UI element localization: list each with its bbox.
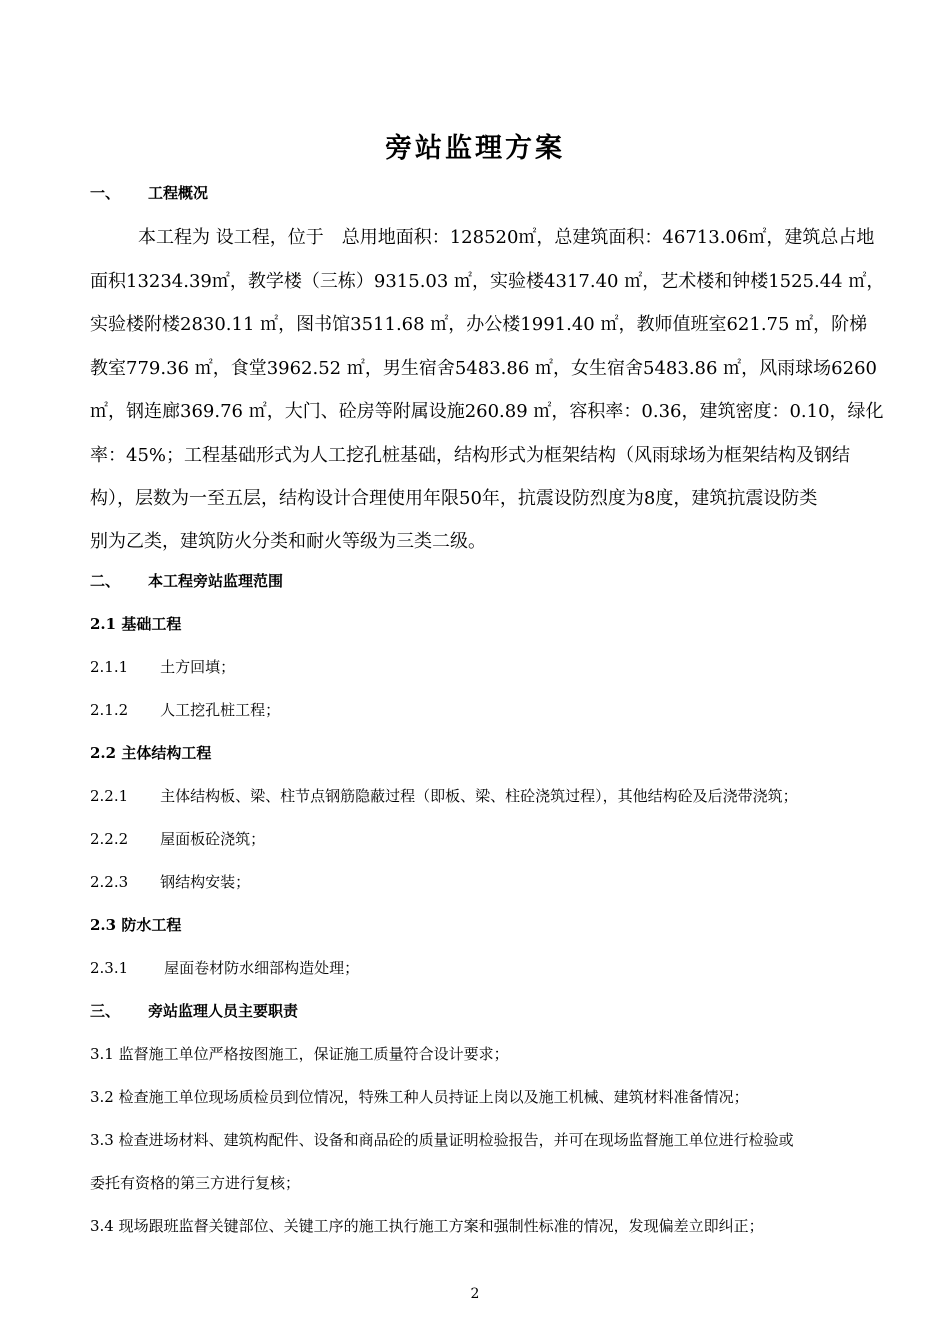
item-text: 土方回填； <box>160 658 236 676</box>
list-item <box>90 871 250 892</box>
section-3-title: 旁站监理人员主要职责 <box>148 1002 299 1020</box>
duty-item-continued: 委托有资格的第三方进行复核； <box>90 1174 301 1192</box>
duty-item: 3.1 监督施工单位严格按图施工，保证施工质量符合设计要求； <box>90 1045 509 1063</box>
item-text: 主体结构板、梁、柱节点钢筋隐蔽过程（即板、梁、柱砼浇筑过程），其他结构砼及后浇带浇筑； <box>160 787 798 805</box>
section-1-number: 一、 <box>90 184 121 202</box>
item-number: 2.2.2 <box>90 830 129 848</box>
page-title: 旁站监理方案 <box>385 133 565 164</box>
overview-line-7: 构），层数为一至五层，结构设计合理使用年限50年，抗震设防烈度为8度，建筑抗震设防类 <box>90 488 818 509</box>
overview-line-1: 本工程为 设工程，位于 总用地面积：128520㎡，总建筑面积：46713.06㎡，建筑总占地 <box>138 227 875 248</box>
subsection-2-3-title: 2.3 防水工程 <box>90 916 182 934</box>
item-text: 屋面板砼浇筑； <box>160 830 266 848</box>
item-number: 2.2.3 <box>90 873 129 891</box>
item-text: 钢结构安装； <box>160 873 251 891</box>
item-text: 屋面卷材防水细部构造处理； <box>164 959 360 977</box>
overview-line-2: 面积13234.39㎡，教学楼（三栋）9315.03 ㎡，实验楼4317.40 ㎡，艺术楼和钟楼1525.44 ㎡， <box>90 271 885 292</box>
item-text: 人工挖孔桩工程； <box>160 701 281 719</box>
section-1-heading <box>90 182 208 203</box>
overview-line-4: 教室779.36 ㎡，食堂3962.52 ㎡，男生宿舍5483.86 ㎡，女生宿舍5483.86 ㎡，风雨球场6260 <box>90 358 877 379</box>
list-item <box>90 656 235 677</box>
list-item <box>90 957 359 978</box>
list-item <box>90 828 265 849</box>
item-number: 2.3.1 <box>90 959 129 977</box>
overview-line-8: 别为乙类，建筑防火分类和耐火等级为三类二级。 <box>90 531 486 552</box>
item-number: 2.1.2 <box>90 701 129 719</box>
section-3-number: 三、 <box>90 1002 121 1020</box>
subsection-2-1-title: 2.1 基础工程 <box>90 615 182 633</box>
page-number: 2 <box>470 1286 480 1302</box>
list-item <box>90 785 798 806</box>
duty-item: 3.3 检查进场材料、建筑构配件、设备和商品砼的质量证明检验报告，并可在现场监督施工单位进行检验或 <box>90 1131 794 1149</box>
section-2-title: 本工程旁站监理范围 <box>148 572 284 590</box>
item-number: 2.2.1 <box>90 787 129 805</box>
list-item <box>90 699 280 720</box>
duty-item: 3.2 检查施工单位现场质检员到位情况，特殊工种人员持证上岗以及施工机械、建筑材料准备情况； <box>90 1088 749 1106</box>
duty-item: 3.4 现场跟班监督关键部位、关键工序的施工执行施工方案和强制性标准的情况，发现偏差立即纠正； <box>90 1217 764 1235</box>
overview-line-5: ㎡，钢连廊369.76 ㎡，大门、砼房等附属设施260.89 ㎡，容积率：0.36，建筑密度：0.10，绿化 <box>90 401 884 422</box>
subsection-2-2-title: 2.2 主体结构工程 <box>90 744 212 762</box>
section-1-title: 工程概况 <box>148 184 209 202</box>
item-number: 2.1.1 <box>90 658 129 676</box>
overview-line-3: 实验楼附楼2830.11 ㎡，图书馆3511.68 ㎡，办公楼1991.40 ㎡，教师值班室621.75 ㎡，阶梯 <box>90 314 868 335</box>
overview-line-6: 率：45%；工程基础形式为人工挖孔桩基础，结构形式为框架结构（风雨球场为框架结构及钢结 <box>90 445 851 466</box>
section-2-number: 二、 <box>90 572 121 590</box>
section-2-heading <box>90 570 283 591</box>
section-3-heading <box>90 1000 298 1021</box>
